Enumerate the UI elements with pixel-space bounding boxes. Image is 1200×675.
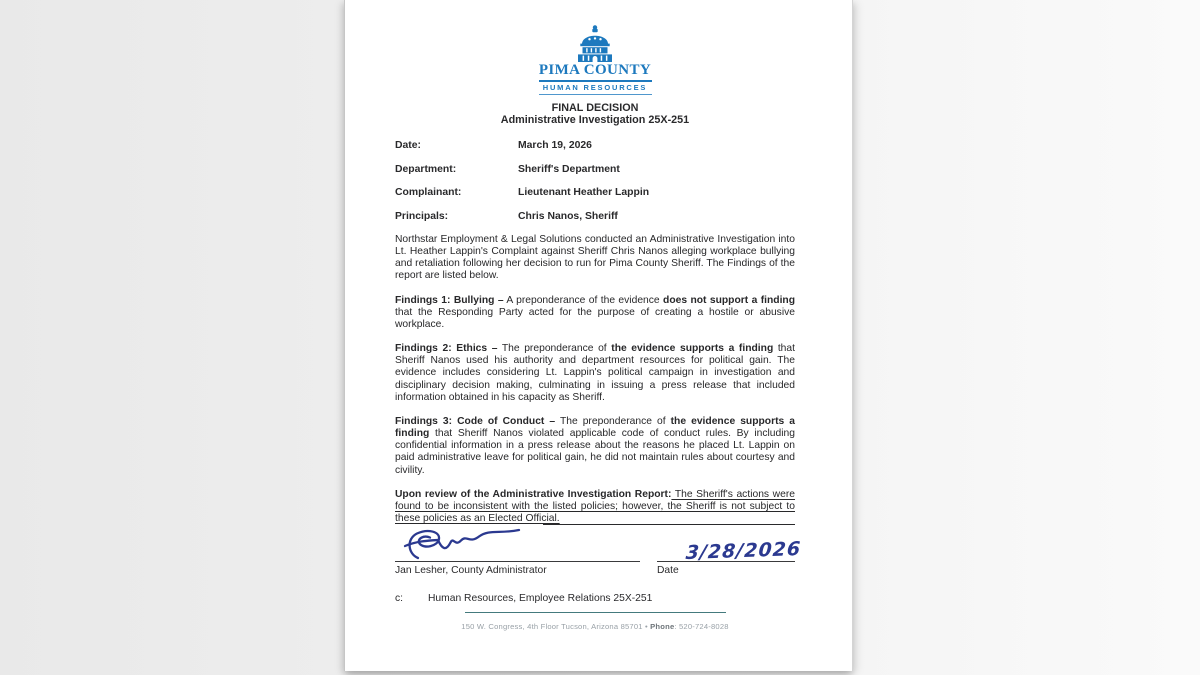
- findings-3-heading: Findings 3: Code of Conduct –: [395, 415, 556, 427]
- decision-trailing-rule: [543, 524, 795, 525]
- meta-row-department: [395, 164, 795, 176]
- document-title: [395, 102, 795, 126]
- footer-phone-number: : 520-724-8028: [674, 622, 729, 632]
- pima-county-letterhead: [395, 25, 795, 95]
- cc-line: [395, 593, 795, 604]
- footer-address: [395, 622, 795, 631]
- letterhead-divider: [539, 80, 652, 82]
- final-decision-paragraph: [395, 489, 795, 525]
- meta-value: Sheriff's Department: [518, 163, 620, 175]
- signer-caption: Jan Lesher, County Administrator: [395, 565, 547, 577]
- findings-2-text-cont: that Sheriff Nanos used his authority and department resources for political gain. The evidence includes considering Lt. Lappin's political campaign in investigation and disciplinary decision making, culminating in issuing a press release that included information obtained in his capacity as Sheriff.: [395, 343, 796, 403]
- meta-label: Date:: [395, 140, 421, 151]
- signature-column: [395, 528, 640, 576]
- findings-1-emphasis: does not support a finding: [663, 294, 796, 306]
- handwritten-date: 3/28/2026: [685, 538, 802, 565]
- org-name: PIMA COUNTY: [538, 62, 652, 78]
- meta-value: Chris Nanos, Sheriff: [518, 210, 618, 222]
- findings-3-emphasis: the evidence supports a finding: [395, 415, 795, 440]
- document-content: [345, 0, 852, 604]
- meta-value: March 19, 2026: [518, 140, 592, 151]
- handwritten-signature-icon: [403, 527, 523, 565]
- findings-3-text: The preponderance of: [555, 415, 671, 427]
- findings-3-text-cont: that Sheriff Nanos violated applicable code of conduct rules. By including confidential information in a press release about the reasons he placed Lt. Lappin on paid administrative leave for political gain, he did not maintain rules about courtesy and civility.: [395, 428, 795, 476]
- findings-1-heading: Findings 1: Bullying –: [395, 294, 504, 306]
- findings-1-text-cont: that the Responding Party acted for the purpose of creating a hostile or abusive workplace.: [395, 306, 795, 330]
- signature-block: [395, 528, 802, 577]
- footer-divider: [465, 612, 726, 613]
- meta-row-date: [395, 140, 795, 152]
- decision-underlined-text: The Sheriff's actions were found to be inconsistent with the listed policies; however, the Sheriff is not subject to these policies as an Elected Official.: [395, 488, 796, 524]
- findings-2-paragraph: [395, 343, 795, 404]
- title-final-decision: FINAL DECISION: [551, 102, 639, 114]
- findings-1-text: A preponderance of the evidence: [503, 294, 664, 306]
- intro-paragraph: Northstar Employment & Legal Solutions conducted an Administrative Investigation into Lt. Heather Lappin's Complaint against Sheriff Chris Nanos alleging workplace bullying and retaliation following her decision to run for Pima County Sheriff. The Findings of the report are listed below.: [395, 234, 795, 282]
- findings-2-emphasis: the evidence supports a finding: [611, 343, 774, 355]
- letterhead-divider-thin: [539, 94, 652, 95]
- case-metadata: [395, 140, 795, 222]
- document-page: [345, 0, 852, 671]
- title-investigation-number: Administrative Investigation 25X-251: [500, 114, 690, 126]
- meta-label: Principals:: [395, 210, 449, 222]
- meta-value: Lieutenant Heather Lappin: [518, 187, 650, 198]
- cc-label: c:: [395, 593, 404, 605]
- meta-label: Department:: [395, 163, 457, 175]
- findings-2-heading: Findings 2: Ethics –: [395, 343, 498, 355]
- capitol-dome-icon: [572, 25, 618, 62]
- meta-row-principals: [395, 211, 795, 223]
- date-column: [657, 538, 802, 577]
- date-caption: Date: [657, 565, 679, 577]
- footer-address-text: 150 W. Congress, 4th Floor Tucson, Arizona 85701 •: [461, 622, 651, 632]
- meta-label: Complainant:: [395, 187, 462, 198]
- footer-phone-label: Phone: [650, 622, 675, 632]
- page-footer: [395, 612, 795, 631]
- org-subtitle: HUMAN RESOURCES: [542, 83, 648, 92]
- meta-row-complainant: [395, 187, 795, 199]
- cc-recipients: Human Resources, Employee Relations 25X-251: [428, 593, 653, 605]
- findings-2-text: The preponderance of: [497, 343, 612, 355]
- findings-3-paragraph: [395, 416, 795, 477]
- decision-heading: Upon review of the Administrative Investigation Report:: [395, 488, 672, 500]
- signature-area: [395, 528, 640, 561]
- findings-1-paragraph: [395, 295, 795, 331]
